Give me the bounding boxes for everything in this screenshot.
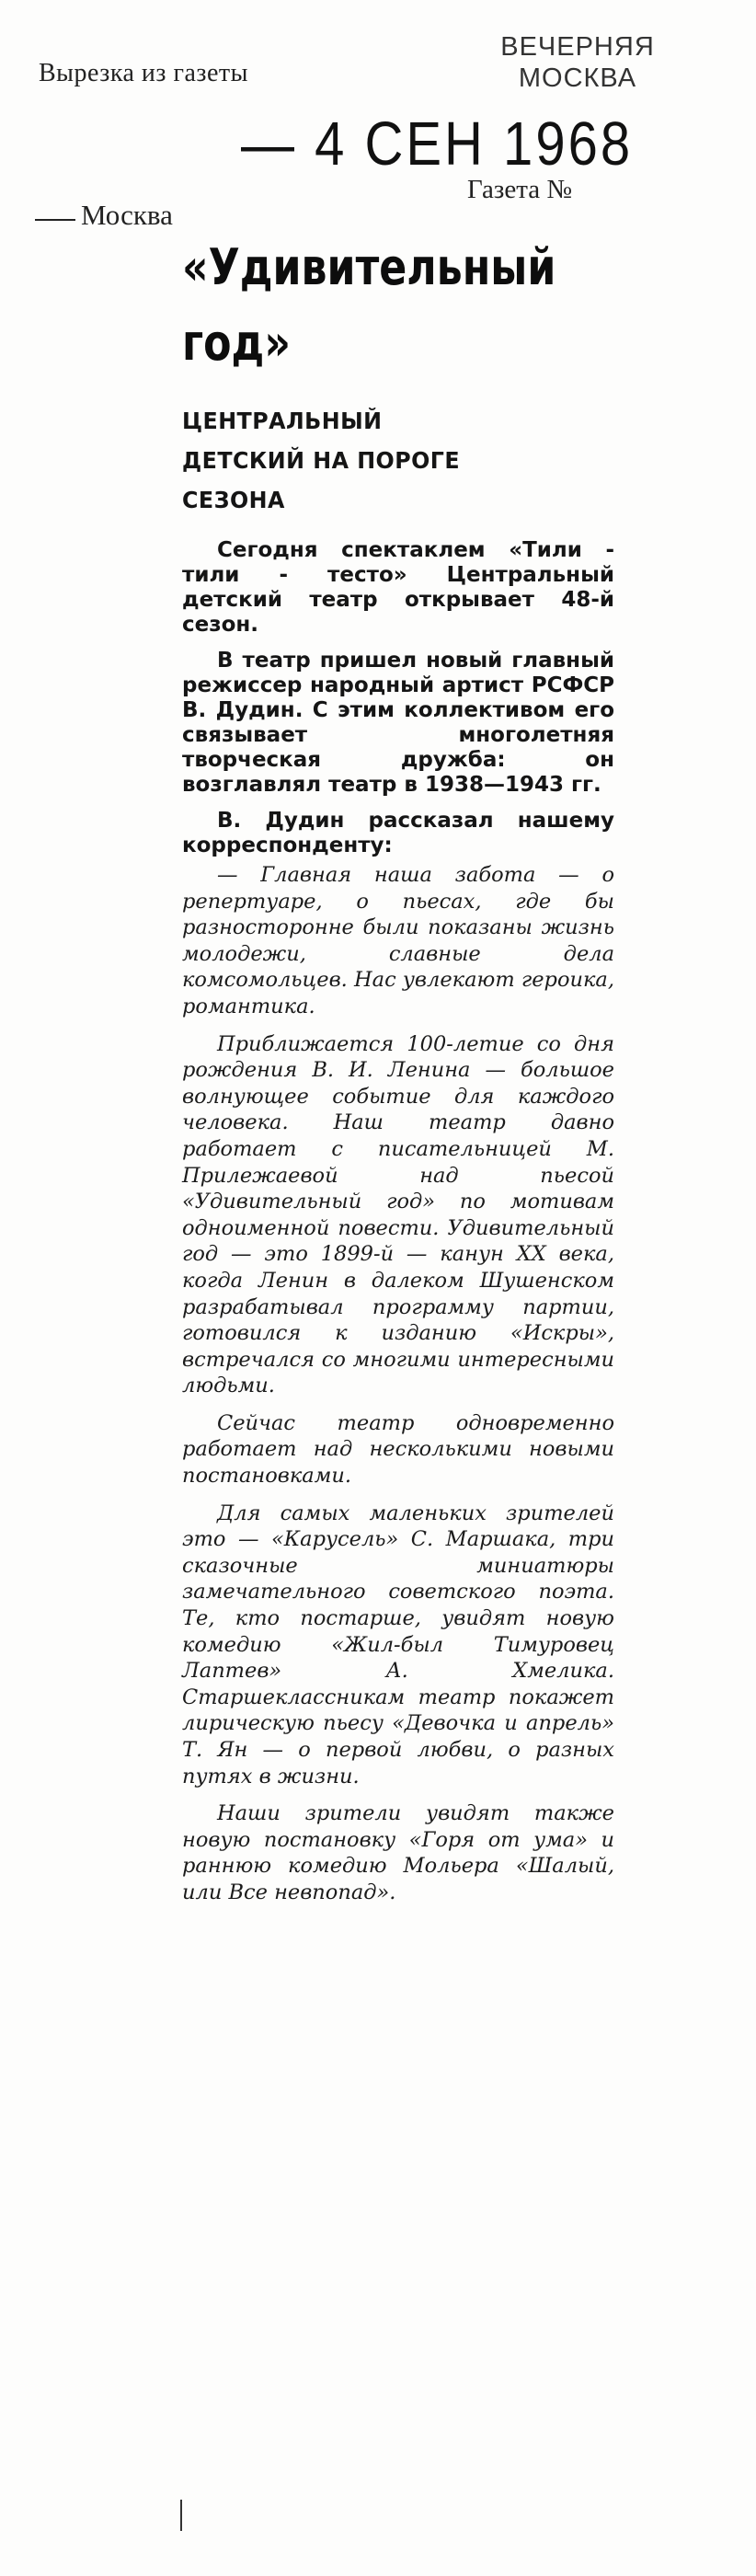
article-headline — [182, 230, 620, 381]
lead-paragraph-1: Сегодня спектаклем «Тили - тили - тесто» Центральный детский театр открывает 48-й сезон. — [182, 538, 614, 637]
body-paragraph-3: Сейчас театр одновременно работает над несколькими новыми постановками. — [182, 1410, 614, 1489]
lead-paragraph-3: В. Дудин рассказал нашему корреспонденту: — [182, 809, 614, 857]
publication-date-stamp: — 4 СЕН 1968 — [241, 109, 634, 178]
body-paragraph-4: Для самых маленьких зрителей это — «Карусель» С. Маршака, три сказочные миниатюры замечательного советского поэта. Те, кто постарше, увидят новую комедию «Жил-был Тимуровец Лаптев» А. Хмелика. Старшеклассникам театр покажет лирическую пьесу «Девочка и апрель» Т. Ян — о первой любви, о разных путях в жизни. — [182, 1501, 614, 1788]
body-paragraph-1: — Главная наша забота — о репертуаре, о пьесах, где бы разносторонне были показаны жизнь молодежи, славные дела комсомольцев. Нас увлекают героика, романтика. — [182, 863, 614, 1018]
headline-line-1: «Удивительный — [182, 238, 556, 296]
clipping-label: Вырезка из газеты — [39, 59, 248, 87]
lead-paragraph-2: В театр пришел новый главный режиссер народный артист РСФСР В. Дудин. С этим коллективом его связывает многолетняя творческая дружба: он возглавлял театр в 1938—1943 гг. — [182, 649, 614, 797]
article-subheading — [182, 401, 593, 520]
city-name: Москва — [81, 199, 173, 231]
subheading-line-1: ЦЕНТРАЛЬНЫЙ — [182, 408, 383, 434]
clipping-edge-mark — [180, 2500, 182, 2531]
city-field — [35, 199, 173, 232]
article-clipping — [182, 230, 614, 1906]
newspaper-name — [467, 31, 688, 94]
newspaper-name-line2: МОСКВА — [518, 63, 637, 93]
body-paragraph-5: Наши зрители увидят также новую постановку «Горя от ума» и раннюю комедию Мольера «Шалый, или Все невпопад». — [182, 1801, 614, 1904]
issue-number-label: Газета № — [467, 175, 573, 204]
subheading-line-3: СЕЗОНА — [182, 487, 285, 513]
body-paragraph-2: Приближается 100-летие со дня рождения В. И. Ленина — большое волнующее событие для каждого человека. Наш театр давно работает с писательницей М. Прилежаевой над пьесой «Удивительный год» по мотивам одноименной повести. Удивительный год — это 1899-й — канун XX века, когда Ленин в далеком Шушенском разрабатывал программу партии, готовился к изданию «Искры», встречался со многими интересными людьми. — [182, 1031, 614, 1398]
newspaper-name-line1: ВЕЧЕРНЯЯ — [500, 32, 655, 62]
headline-line-2: год» — [182, 314, 291, 372]
subheading-line-2: ДЕТСКИЙ НА ПОРОГЕ — [182, 447, 461, 474]
city-field-underline — [35, 219, 75, 221]
